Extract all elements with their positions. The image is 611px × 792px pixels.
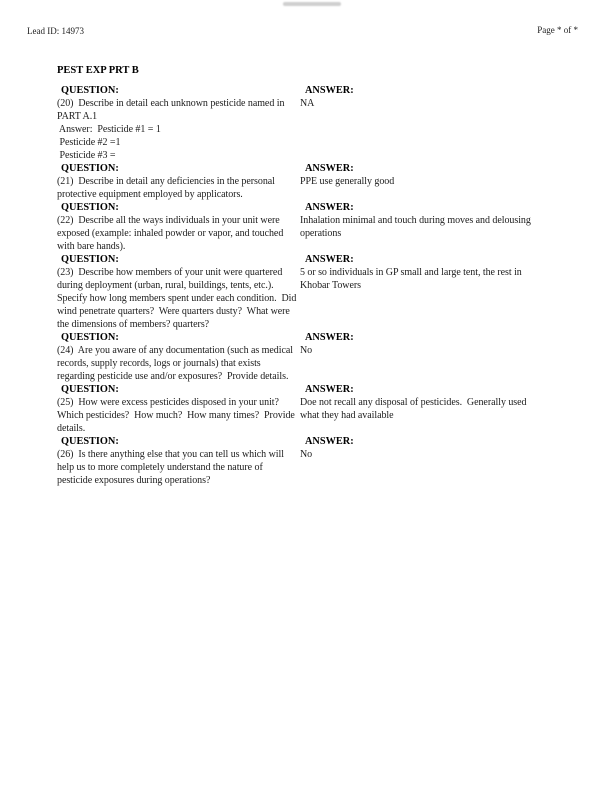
answer-column [300,201,587,240]
question-line: protective equipment employed by applicators. [57,189,243,200]
question-line: (22) Describe all the ways individuals in your unit were [57,215,280,226]
question-line: regarding pesticide use and/or exposures? Provide details. [57,371,289,382]
answer-line: No [300,345,313,356]
question-column [57,201,303,253]
lead-id-label: Lead ID: 14973 [27,26,84,36]
question-label: QUESTION: [61,85,119,96]
question-label: QUESTION: [61,202,119,213]
answer-line: Inhalation minimal and touch during moves and delousing [300,215,531,226]
qa-blocks [57,84,587,487]
answer-label: ANSWER: [305,163,354,174]
question-line: wind penetrate quarters? Were quarters dusty? What were [57,306,290,317]
question-line: exposed (example: inhaled powder or vapor, and touched [57,228,284,239]
answer-label: ANSWER: [305,436,354,447]
scan-artifact-smudge [283,2,341,6]
qa-block [57,201,587,253]
question-column [57,162,303,201]
answer-line: No [300,449,313,460]
question-line: Answer: Pesticide #1 = 1 [57,124,161,135]
qa-block [57,435,587,487]
answer-line: what they had available [300,410,394,421]
question-column [57,331,303,383]
qa-block [57,383,587,435]
document-title: PEST EXP PRT B [57,65,139,76]
question-line: (24) Are you aware of any documentation (such as medical [57,345,293,356]
qa-block [57,331,587,383]
question-line: (23) Describe how members of your unit were quartered [57,267,283,278]
answer-label: ANSWER: [305,85,354,96]
answer-line: NA [300,98,315,109]
answer-line: 5 or so individuals in GP small and large tent, the rest in [300,267,522,278]
question-line: (25) How were excess pesticides disposed in your unit? [57,397,279,408]
page-number-label: Page * of * [537,25,578,35]
question-line: pesticide exposures during operations? [57,475,211,486]
answer-column [300,84,587,110]
question-label: QUESTION: [61,436,119,447]
question-column [57,84,303,162]
answer-column [300,435,587,461]
question-line: Pesticide #2 =1 [57,137,121,148]
answer-line: Doe not recall any disposal of pesticides. Generally used [300,397,527,408]
answer-column [300,162,587,188]
answer-label: ANSWER: [305,384,354,395]
answer-column [300,383,587,422]
question-column [57,383,303,435]
qa-block [57,253,587,331]
question-line: Which pesticides? How much? How many times? Provide [57,410,295,421]
question-line: Pesticide #3 = [57,150,116,161]
question-line: PART A.1 [57,111,98,122]
question-label: QUESTION: [61,384,119,395]
answer-line: PPE use generally good [300,176,395,187]
question-line: help us to more completely understand the nature of [57,462,263,473]
question-line: with bare hands). [57,241,126,252]
question-line: (21) Describe in detail any deficiencies in the personal [57,176,275,187]
answer-line: operations [300,228,342,239]
question-line: (20) Describe in detail each unknown pesticide named in [57,98,285,109]
question-line: details. [57,423,86,434]
answer-line: Khobar Towers [300,280,361,291]
question-label: QUESTION: [61,254,119,265]
question-label: QUESTION: [61,163,119,174]
question-label: QUESTION: [61,332,119,343]
question-line: during deployment (urban, rural, buildings, tents, etc.). [57,280,274,291]
answer-label: ANSWER: [305,254,354,265]
question-column [57,253,303,331]
question-line: the dimensions of members? quarters? [57,319,210,330]
question-column [57,435,303,487]
question-line: records, supply records, logs or journals) that exists [57,358,261,369]
answer-label: ANSWER: [305,332,354,343]
answer-column [300,253,587,292]
question-line: Specify how long members spent under each condition. Did [57,293,297,304]
document-body [57,63,587,487]
qa-block [57,84,587,162]
answer-label: ANSWER: [305,202,354,213]
answer-column [300,331,587,357]
qa-block [57,162,587,201]
question-line: (26) Is there anything else that you can tell us which will [57,449,284,460]
